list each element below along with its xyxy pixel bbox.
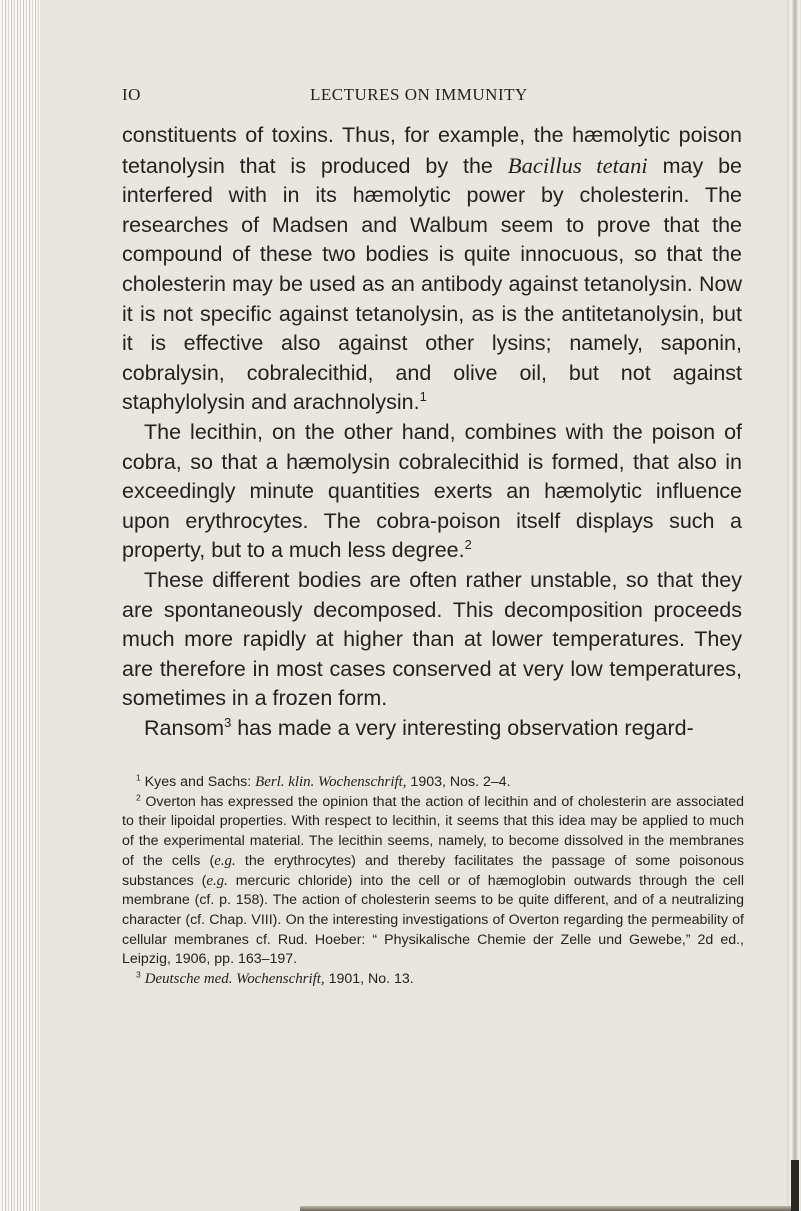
- footnote-ref-1: 1: [419, 389, 427, 405]
- page-bottom-edge: [300, 1206, 791, 1211]
- footnotes: [122, 773, 744, 990]
- para4-text-b: has made a very interesting observation regard-: [231, 715, 694, 740]
- footnote-2: [122, 793, 744, 970]
- footnote-3-text-b: 1901, No. 13.: [324, 971, 414, 988]
- para1-italic-term: Bacillus tetani: [507, 152, 648, 178]
- footnote-3-journal: Deutsche med. Wochenschrift,: [144, 971, 325, 988]
- para4-text-a: Ransom: [144, 715, 225, 740]
- footnote-2-eg-2: e.g.: [206, 872, 228, 889]
- footnote-2-text-a: Overton has expressed the opinion that the action of lecithin and of cholesterin are associated to their lipoidal properties. With respect to lecithin, it seems that this idea may be applied to much of the experimental material. The lecithin seems, namely, to become dissolved in the membranes of the cells (: [122, 793, 744, 869]
- para1-text-a: constituents of toxins. Thus, for example, the hæmolytic poison tetanolysin that is produced by the: [122, 123, 742, 178]
- footnote-1-journal: Berl. klin. Wochenschrift,: [255, 774, 407, 790]
- page-stack-edge: [787, 0, 801, 1211]
- paragraph-4: [122, 714, 742, 744]
- page-gutter-edge: [0, 0, 40, 1211]
- footnote-2-text-b: the erythrocytes) and thereby facilitates the passage of some poisonous substances (: [122, 852, 744, 889]
- paragraph-1: [122, 121, 742, 418]
- para1-text-b: may be interfered with in its hæmolytic power by cholesterin. The researches of Madsen and Walbum seem to prove that the compound of these two bodies is quite innocuous, so that the cholesterin may be used as an antibody against tetanolysin. Now it is not specific against tetanolysin, as is the antitetanolysin, but it is effective also against other lysins; namely, saponin, cobralysin, cobralecithid, and olive oil, but not against staphylolysin and arachnolysin.: [122, 153, 743, 415]
- para2-text: The lecithin, on the other hand, combines with the poison of cobra, so that a hæmolysin cobralecithid is formed, that also in exceedingly minute quantities exerts an hæmolytic influence upon erythrocytes. The cobra-poison itself displays such a property, but to a much less degree.: [122, 419, 742, 563]
- footnote-3-number: 3: [136, 969, 141, 980]
- footnote-2-eg-1: e.g.: [214, 852, 236, 869]
- footnote-1-number: 1: [136, 772, 141, 783]
- footnote-3: [122, 970, 744, 990]
- page-corner-shadow: [791, 1160, 799, 1211]
- running-title: LECTURES ON IMMUNITY: [310, 85, 528, 104]
- paragraph-2: [122, 418, 742, 566]
- footnote-2-number: 2: [136, 791, 141, 802]
- footnote-ref-2: 2: [464, 537, 472, 553]
- body-text: [122, 121, 742, 743]
- footnote-1-text-b: 1903, Nos. 2–4.: [406, 774, 511, 790]
- footnote-1-text-a: Kyes and Sachs:: [140, 774, 256, 790]
- footnote-2-text-c: mercuric chloride) into the cell or of hæmoglobin outwards through the cell membrane (cf. p. 158). The action of cholesterin seems to be quite different, and of a neutralizing character (cf. Chap. VIII). On the interesting investigations of Overton regarding the permeability of cellular membranes cf. Rud. Hoeber: “ Physikalische Chemie der Zelle und Gewebe,” 2d ed., Leipzig, 1906, pp. 163–197.: [122, 872, 744, 968]
- page-number: IO: [122, 85, 141, 104]
- footnote-1: [122, 773, 744, 793]
- footnote-ref-3: 3: [224, 714, 232, 730]
- running-head: [122, 85, 742, 109]
- paragraph-3: [122, 566, 742, 714]
- para3-text: These different bodies are often rather unstable, so that they are spontaneously decomposed. This decomposition proceeds much more rapidly at higher than at lower temperatures. They are therefore in most cases conserved at very low temperatures, sometimes in a frozen form.: [122, 567, 742, 711]
